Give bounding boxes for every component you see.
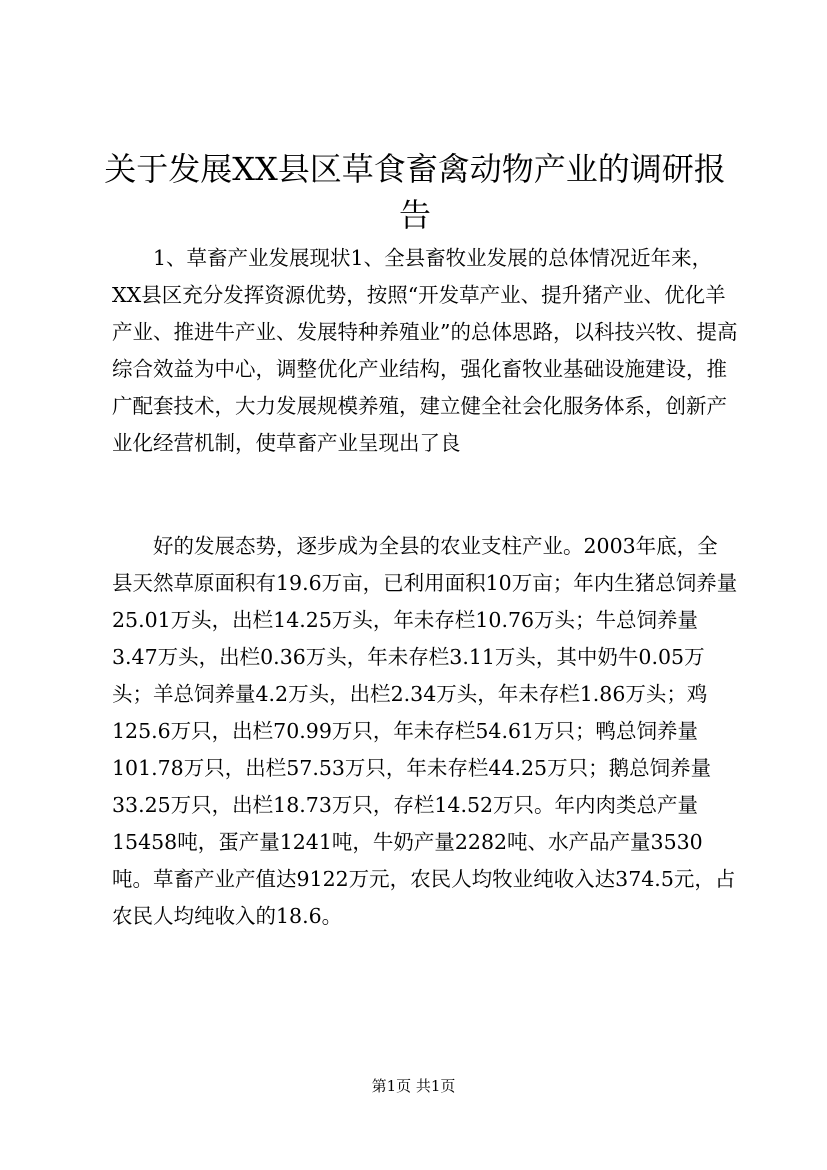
paragraph: 1、草畜产业发展现状1、全县畜牧业发展的总体情况近年来，XX县区充分发挥资源优势，按照“开发草产业、提升猪产业、优化羊产业、推进牛产业、发展特种养殖业”的总体思路，以科技兴牧、提高综合效益为中心，调整优化产业结构，强化畜牧业基础设施建设，推广配套技术，大力发展规模养殖，建立健全社会化服务体系，创新产业化经营机制，使草畜产业呈现出了良 bbox=[112, 246, 738, 455]
page-footer: 第1页 共1页 bbox=[371, 1077, 456, 1095]
document-title: 关于发展XX县区草食畜禽动物产业的调研报告 bbox=[104, 150, 726, 234]
paragraph: 好的发展态势，逐步成为全县的农业支柱产业。2003年底，全县天然草原面积有19.6万亩，已利用面积10万亩；年内生猪总饲养量25.01万头，出栏14.25万头，年未存栏10.76万头；牛总饲养量3.47万头，出栏0.36万头，年未存栏3.11万头，其中奶牛0.05万头；羊总饲养量4.2万头，出栏2.34万头，年未存栏1.86万头；鸡125.6万只，出栏70.99万只，年未存栏54.61万只；鸭总饲养量101.78万只，出栏57.53万只，年未存栏44.25万只；鹅总饲养量33.25万只，出栏18.73万只，存栏14.52万只。年内肉类总产量15458吨，蛋产量1241吨，牛奶产量2282吨、水产品产量3530吨。草畜产业产值达9122万元，农民人均牧业纯收入达374.5元，占农民人均纯收入的18.6。 bbox=[112, 534, 738, 928]
paragraph-1-container bbox=[112, 240, 738, 462]
paragraph-2-container bbox=[112, 528, 738, 935]
